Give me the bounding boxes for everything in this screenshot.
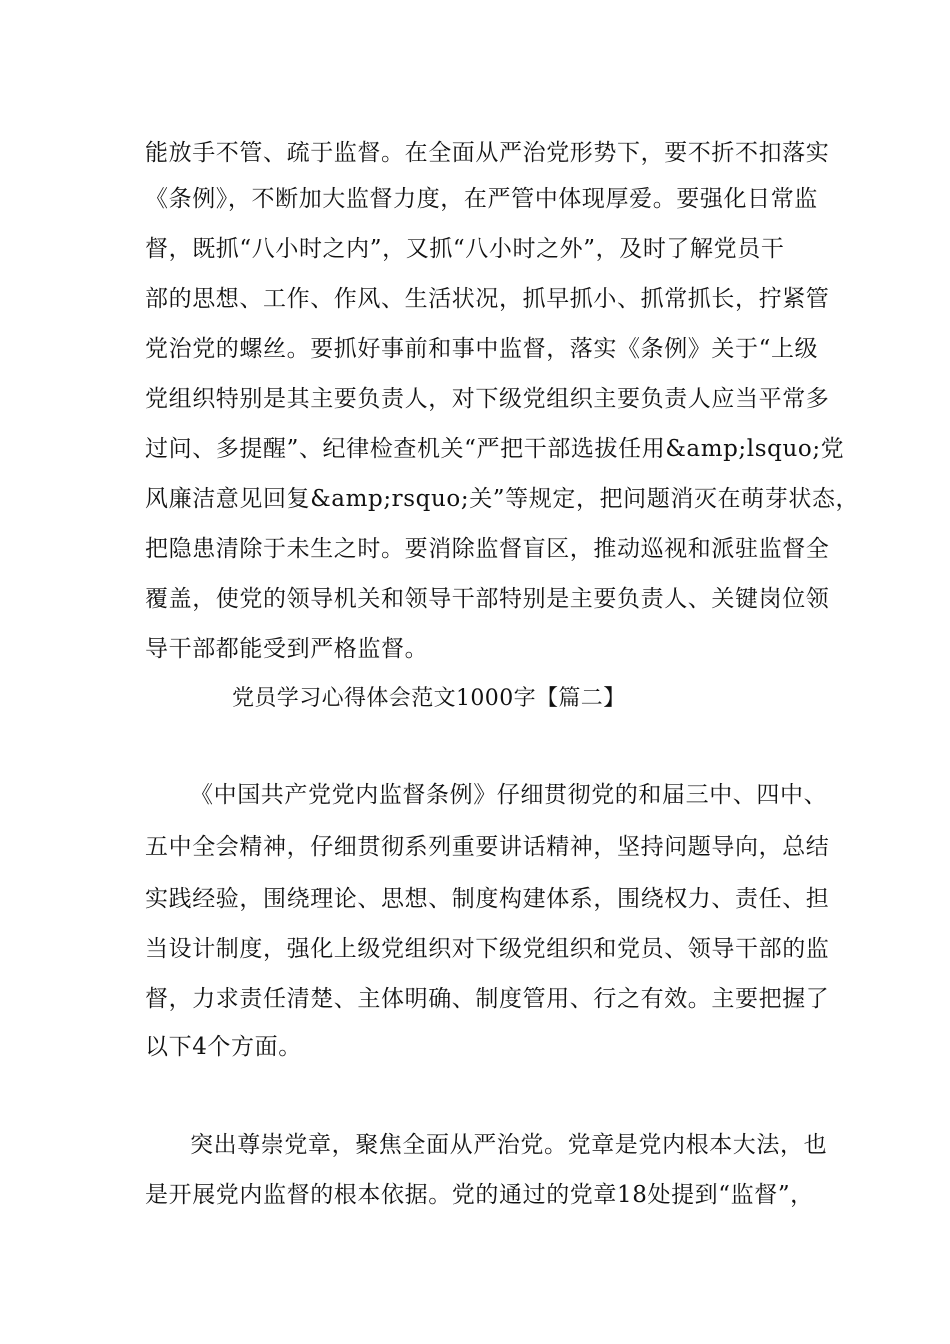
paragraph-line: 五中全会精神，仔细贯彻系列重要讲话精神，坚持问题导向，总结 [145, 834, 830, 860]
paragraph-line: 实践经验，围绕理论、思想、制度构建体系，围绕权力、责任、担 [145, 886, 830, 912]
paragraph-line: 导干部都能受到严格监督。 [145, 636, 429, 662]
paragraph-first-line: 《中国共产党党内监督条例》仔细贯彻党的和届三中、四中、 [190, 782, 828, 808]
paragraph-line: 当设计制度，强化上级党组织对下级党组织和党员、领导干部的监 [145, 936, 830, 962]
paragraph-line: 《条例》，不断加大监督力度，在严管中体现厚爱。要强化日常监 [145, 186, 818, 212]
paragraph-line: 把隐患清除于未生之时。要消除监督盲区，推动巡视和派驻监督全 [145, 536, 830, 562]
paragraph-line: 党治党的螺丝。要抓好事前和事中监督，落实《条例》关于“上级 [145, 336, 819, 362]
paragraph-line: 督，力求责任清楚、主体明确、制度管用、行之有效。主要把握了 [145, 986, 830, 1012]
paragraph-line: 党组织特别是其主要负责人，对下级党组织主要负责人应当平常多 [145, 386, 830, 412]
paragraph-line: 覆盖，使党的领导机关和领导干部特别是主要负责人、关键岗位领 [145, 586, 830, 612]
paragraph-line: 督，既抓“八小时之内”，又抓“八小时之外”，及时了解党员干 [145, 236, 785, 262]
paragraph-line: 能放手不管、疏于监督。在全面从严治党形势下，要不折不扣落实 [145, 140, 830, 166]
paragraph-line: 部的思想、工作、作风、生活状况，抓早抓小、抓常抓长，拧紧管 [145, 286, 830, 312]
paragraph-first-line: 突出尊崇党章，聚焦全面从严治党。党章是党内根本大法，也 [190, 1132, 828, 1158]
paragraph-line: 风廉洁意见回复&amp;rsquo;关”等规定，把问题消灭在萌芽状态， [145, 486, 860, 512]
paragraph-line: 过问、多提醒”、纪律检查机关“严把干部选拔任用&amp;lsquo;党 [145, 436, 845, 462]
paragraph-line: 以下4个方面。 [145, 1034, 302, 1060]
section-heading: 党员学习心得体会范文1000字【篇二】 [232, 686, 626, 711]
paragraph-line: 是开展党内监督的根本依据。党的通过的党章18处提到“监督”， [145, 1182, 814, 1208]
